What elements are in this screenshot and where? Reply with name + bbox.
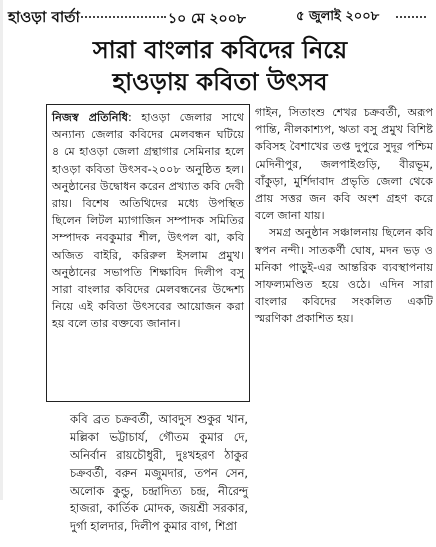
byline: নিজস্ব প্রতিনিধি — [52, 111, 128, 124]
article-lead — [52, 109, 244, 333]
article-right-column — [255, 104, 433, 354]
right-paragraph-2: সমগ্র অনুষ্ঠান সঞ্চালনায় ছিলেন কবি স্বপন নন্দী। সাতকর্ণী ঘোষ, মদন ভড় ও মনিকা পাড়ুই-এর আন্তরিক ব্যবস্থাপনায় সাফল্যমণ্ডিত হয়ে ওঠে। এদিন সারা বাংলার কবিদের সংকলিত একটি স্মরণিকা প্রকাশিত হয়। — [255, 226, 433, 326]
right-paragraph-1: গাইন, সিতাংশু শেখর চক্রবর্তী, অরূপ পান্তি, নীলকাশ্যপ, ঋতা বসু প্রমুখ বিশিষ্ট কবিসহ বৈশাখের তপ্ত দুপুরে সুদূর পশ্চিম মেদিনীপুর, জলপাইগুড়ি, বীরভূম, বাঁকুড়া, মুর্শিদাবাদ প্রভৃতি জেলা থেকে প্রায় সত্তর জন কবি অংশ গ্রহণ করে বলে জানা যায়। — [255, 106, 433, 223]
headline — [40, 34, 400, 98]
header-rule-end — [396, 16, 426, 19]
headline-line-2: হাওড়ায় কবিতা উৎসব — [112, 68, 328, 96]
article-left-continuation — [70, 400, 248, 547]
clipping-date: ৫ জুলাই ২০০৮ — [296, 9, 380, 24]
newspaper-header — [0, 0, 436, 30]
article-left-box — [46, 104, 250, 402]
poet-list: কবি ব্রত চক্রবর্তী, আবদুস শুকুর খান, মল্লিকা ভট্টাচার্য, গৌতম কুমার দে, অনির্বান রায়চৌধুরী, দুঃখহরণ ঠাকুর চক্রবর্তী, বরুন মজুমদার, তপন সেন, অলোক কুন্ডু, চন্দ্রাদিত্য চন্দ্র, নীরেন্দু হাজরা, কার্তিক মোদক, জয়শ্রী সরকার, দুর্গা হালদার, দিলীপ কুমার বাগ, শিপ্রা — [70, 412, 248, 534]
header-rule — [66, 16, 166, 19]
headline-line-1: সারা বাংলার কবিদের নিয়ে — [92, 36, 348, 64]
lead-text: : হাওড়া জেলার সাথে অন্যান্য জেলার কবিদের মেলবন্ধন ঘটিয়ে ৪ মে হাওড়া জেলা গ্রন্থাগার সেমিনার হলে হাওড়া কবিতা উৎসব-২০০৮ অনুষ্ঠিত হল। অনুষ্ঠানের উদ্বোধন করেন প্রখ্যাত কবি দেবী রায়। বিশেষ অতিথিদের মধ্যে উপস্থিত ছিলেন লিটল ম্যাগাজিন সম্পাদক সমিতির সম্পাদক নবকুমার শীল, উৎপল ঝা, কবি অজিত বাইরি, করিরুল ইসলাম প্রমুখ। অনুষ্ঠানের সভাপতি শিক্ষাবিদ দিলীপ বসু সারা বাংলার কবিদের মেলবন্ধনের উদ্দেশ্য নিয়ে এই কবিতা উৎসবের আয়োজন করা হয় বলে তার বক্তব্যে জানান। — [52, 111, 244, 331]
publication-name: হাওড়া বার্তা — [8, 8, 80, 26]
publication-date: ১০ মে ২০০৮ — [168, 11, 246, 27]
scan-edge — [0, 0, 3, 500]
